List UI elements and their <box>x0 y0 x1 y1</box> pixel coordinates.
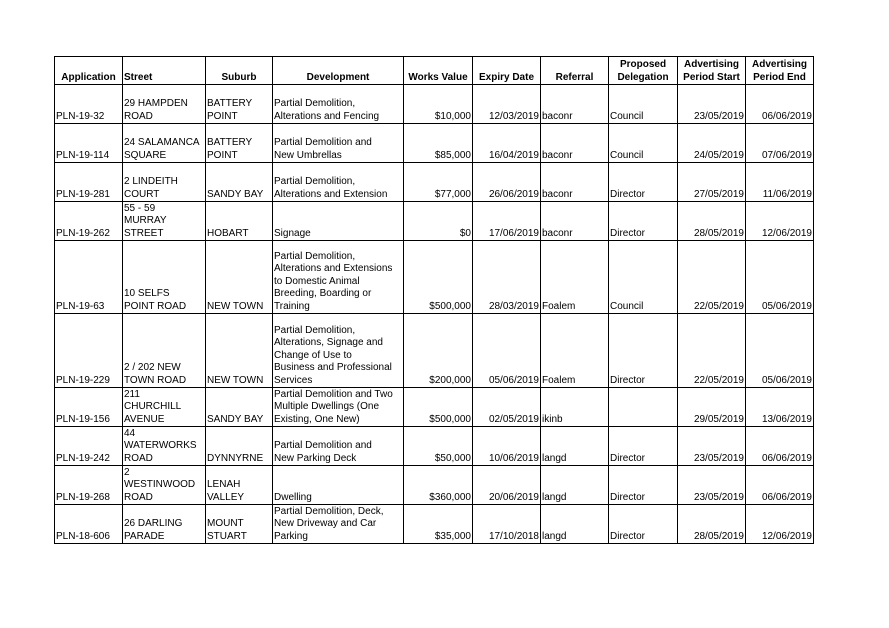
cell-line: SANDY BAY <box>207 413 264 425</box>
cell-line: Partial Demolition, <box>274 176 356 187</box>
cell-expiry-date: 17/06/2019 <box>473 202 541 241</box>
cell-works-value: $77,000 <box>404 163 473 202</box>
col-header-street: Street <box>123 57 206 85</box>
table-row <box>55 427 814 466</box>
cell-application: PLN-19-229 <box>55 314 123 388</box>
cell-suburb <box>206 314 273 388</box>
cell-line: SQUARE <box>124 149 167 161</box>
cell-works-value: $35,000 <box>404 505 473 544</box>
cell-suburb <box>206 241 273 314</box>
cell-line: 10 SELFS <box>124 288 170 299</box>
cell-line: Partial Demolition, <box>274 324 356 336</box>
cell-delegation: Director <box>609 466 678 505</box>
table-row <box>55 505 814 544</box>
cell-line: VALLEY <box>207 491 245 503</box>
cell-works-value: $360,000 <box>404 466 473 505</box>
cell-suburb <box>206 427 273 466</box>
cell-ad-start: 29/05/2019 <box>678 388 746 427</box>
cell-line: New Umbrellas <box>274 149 342 161</box>
cell-referral: Foalem <box>541 314 609 388</box>
col-header-advertising-end: Advertising Period End <box>746 57 814 85</box>
cell-street <box>123 388 206 427</box>
cell-delegation: Director <box>609 427 678 466</box>
cell-street <box>123 202 206 241</box>
cell-line: Partial Demolition and <box>274 137 372 148</box>
table-row <box>55 388 814 427</box>
cell-line: Partial Demolition, <box>274 98 356 109</box>
table-row <box>55 124 814 163</box>
cell-line: 26 DARLING <box>124 518 183 529</box>
cell-delegation: Council <box>609 124 678 163</box>
cell-line: NEW TOWN <box>207 374 264 386</box>
cell-delegation: Director <box>609 163 678 202</box>
cell-ad-start: 23/05/2019 <box>678 427 746 466</box>
table-row <box>55 85 814 124</box>
cell-works-value: $500,000 <box>404 241 473 314</box>
cell-line: Partial Demolition, <box>274 250 356 262</box>
cell-line: HOBART <box>207 227 249 239</box>
cell-line: 2 / 202 NEW <box>124 362 181 373</box>
cell-street <box>123 124 206 163</box>
cell-line: PARADE <box>124 530 165 542</box>
cell-line: WESTINWOOD <box>124 479 196 490</box>
cell-street <box>123 427 206 466</box>
cell-street <box>123 505 206 544</box>
cell-application: PLN-19-114 <box>55 124 123 163</box>
cell-line: TOWN ROAD <box>124 374 187 386</box>
col-header-expiry-date: Expiry Date <box>473 57 541 85</box>
cell-line: 44 <box>124 427 136 439</box>
cell-ad-end: 06/06/2019 <box>746 466 814 505</box>
cell-suburb <box>206 466 273 505</box>
cell-referral: langd <box>541 505 609 544</box>
cell-delegation: Director <box>609 202 678 241</box>
cell-line: Existing, One New) <box>274 413 360 425</box>
table-header-row <box>55 57 814 85</box>
cell-ad-end: 12/06/2019 <box>746 202 814 241</box>
cell-line: 211 <box>124 388 140 400</box>
cell-ad-start: 23/05/2019 <box>678 85 746 124</box>
cell-line: Parking <box>274 530 308 542</box>
cell-line: Alterations and Extension <box>274 188 388 200</box>
cell-referral: ikinb <box>541 388 609 427</box>
cell-line: ROAD <box>124 110 153 122</box>
cell-line: STUART <box>207 530 247 542</box>
cell-development <box>273 124 404 163</box>
cell-ad-start: 22/05/2019 <box>678 241 746 314</box>
cell-line: NEW TOWN <box>207 300 264 312</box>
cell-ad-start: 28/05/2019 <box>678 202 746 241</box>
cell-application: PLN-19-63 <box>55 241 123 314</box>
cell-expiry-date: 10/06/2019 <box>473 427 541 466</box>
table-row <box>55 314 814 388</box>
cell-line: WATERWORKS <box>124 440 197 451</box>
cell-suburb <box>206 505 273 544</box>
cell-line: POINT ROAD <box>124 300 187 312</box>
cell-line: Alterations, Signage and <box>274 337 383 348</box>
cell-street <box>123 314 206 388</box>
cell-line: CHURCHILL <box>124 401 182 412</box>
cell-development <box>273 388 404 427</box>
cell-application: PLN-19-156 <box>55 388 123 427</box>
cell-suburb <box>206 202 273 241</box>
cell-works-value: $10,000 <box>404 85 473 124</box>
cell-development <box>273 163 404 202</box>
cell-suburb <box>206 85 273 124</box>
cell-street <box>123 85 206 124</box>
cell-referral: langd <box>541 427 609 466</box>
cell-application: PLN-19-281 <box>55 163 123 202</box>
cell-development <box>273 85 404 124</box>
cell-line: MURRAY <box>124 215 167 226</box>
cell-works-value: $500,000 <box>404 388 473 427</box>
cell-delegation: Director <box>609 505 678 544</box>
cell-works-value: $200,000 <box>404 314 473 388</box>
col-header-suburb: Suburb <box>206 57 273 85</box>
cell-line: Business and Professional <box>274 362 392 373</box>
cell-line: Signage <box>274 227 311 239</box>
cell-line: POINT <box>207 149 238 161</box>
cell-application: PLN-19-262 <box>55 202 123 241</box>
cell-development <box>273 314 404 388</box>
cell-line: POINT <box>207 110 238 122</box>
col-header-referral: Referral <box>541 57 609 85</box>
cell-street <box>123 466 206 505</box>
cell-ad-start: 27/05/2019 <box>678 163 746 202</box>
cell-application: PLN-19-242 <box>55 427 123 466</box>
cell-line: DYNNYRNE <box>207 452 264 464</box>
cell-line: 2 LINDEITH <box>124 176 178 187</box>
cell-delegation: Council <box>609 85 678 124</box>
cell-line: Services <box>274 374 313 386</box>
cell-line: Breeding, Boarding or <box>274 288 372 299</box>
col-header-proposed-delegation: Proposed Delegation <box>609 57 678 85</box>
cell-ad-end: 06/06/2019 <box>746 85 814 124</box>
cell-development <box>273 202 404 241</box>
cell-ad-end: 06/06/2019 <box>746 427 814 466</box>
cell-referral: baconr <box>541 124 609 163</box>
cell-delegation: Council <box>609 241 678 314</box>
cell-ad-end: 12/06/2019 <box>746 505 814 544</box>
cell-suburb <box>206 388 273 427</box>
cell-ad-end: 07/06/2019 <box>746 124 814 163</box>
cell-expiry-date: 28/03/2019 <box>473 241 541 314</box>
cell-ad-start: 24/05/2019 <box>678 124 746 163</box>
cell-ad-end: 05/06/2019 <box>746 241 814 314</box>
cell-ad-end: 13/06/2019 <box>746 388 814 427</box>
planning-applications-table <box>54 56 814 544</box>
cell-line: ROAD <box>124 491 153 503</box>
cell-line: 29 HAMPDEN <box>124 98 188 109</box>
cell-line: SANDY BAY <box>207 188 264 200</box>
cell-development <box>273 466 404 505</box>
cell-expiry-date: 20/06/2019 <box>473 466 541 505</box>
cell-line: Partial Demolition and Two <box>274 388 393 400</box>
cell-referral: baconr <box>541 163 609 202</box>
cell-line: 2 <box>124 466 130 478</box>
col-header-works-value: Works Value <box>404 57 473 85</box>
cell-suburb <box>206 163 273 202</box>
cell-line: COURT <box>124 188 160 200</box>
cell-application: PLN-19-268 <box>55 466 123 505</box>
cell-line: ROAD <box>124 452 153 464</box>
cell-line: Partial Demolition, Deck, <box>274 505 384 517</box>
cell-expiry-date: 17/10/2018 <box>473 505 541 544</box>
cell-line: BATTERY <box>207 137 253 148</box>
cell-development <box>273 505 404 544</box>
cell-works-value: $85,000 <box>404 124 473 163</box>
col-header-application: Application <box>55 57 123 85</box>
cell-suburb <box>206 124 273 163</box>
cell-line: 24 SALAMANCA <box>124 137 200 148</box>
cell-ad-end: 11/06/2019 <box>746 163 814 202</box>
col-header-development: Development <box>273 57 404 85</box>
cell-ad-start: 23/05/2019 <box>678 466 746 505</box>
cell-expiry-date: 05/06/2019 <box>473 314 541 388</box>
table-row <box>55 241 814 314</box>
cell-development <box>273 427 404 466</box>
cell-application: PLN-18-606 <box>55 505 123 544</box>
cell-expiry-date: 12/03/2019 <box>473 85 541 124</box>
cell-line: MOUNT <box>207 518 244 529</box>
cell-line: Multiple Dwellings (One <box>274 401 380 412</box>
cell-line: Dwelling <box>274 491 312 503</box>
cell-referral: langd <box>541 466 609 505</box>
cell-ad-end: 05/06/2019 <box>746 314 814 388</box>
table-row <box>55 466 814 505</box>
cell-referral: baconr <box>541 85 609 124</box>
cell-works-value: $50,000 <box>404 427 473 466</box>
cell-line: to Domestic Animal <box>274 275 360 287</box>
cell-referral: Foalem <box>541 241 609 314</box>
cell-expiry-date: 26/06/2019 <box>473 163 541 202</box>
cell-street <box>123 241 206 314</box>
cell-line: Training <box>274 300 310 312</box>
cell-line: Alterations and Extensions <box>274 263 393 274</box>
cell-line: AVENUE <box>124 413 165 425</box>
cell-application: PLN-19-32 <box>55 85 123 124</box>
cell-ad-start: 28/05/2019 <box>678 505 746 544</box>
cell-delegation: Director <box>609 314 678 388</box>
cell-line: 55 - 59 <box>124 202 156 214</box>
col-header-advertising-start: Advertising Period Start <box>678 57 746 85</box>
cell-line: BATTERY <box>207 98 253 109</box>
table-row <box>55 163 814 202</box>
cell-line: Change of Use to <box>274 349 352 361</box>
cell-delegation <box>609 388 678 427</box>
cell-referral: baconr <box>541 202 609 241</box>
cell-line: STREET <box>124 227 164 239</box>
cell-line: New Parking Deck <box>274 452 357 464</box>
cell-street <box>123 163 206 202</box>
cell-line: Partial Demolition and <box>274 440 372 451</box>
table-row <box>55 202 814 241</box>
cell-expiry-date: 02/05/2019 <box>473 388 541 427</box>
cell-expiry-date: 16/04/2019 <box>473 124 541 163</box>
cell-works-value: $0 <box>404 202 473 241</box>
cell-line: LENAH <box>207 479 241 490</box>
cell-development <box>273 241 404 314</box>
cell-ad-start: 22/05/2019 <box>678 314 746 388</box>
cell-line: Alterations and Fencing <box>274 110 380 122</box>
cell-line: New Driveway and Car <box>274 518 377 529</box>
